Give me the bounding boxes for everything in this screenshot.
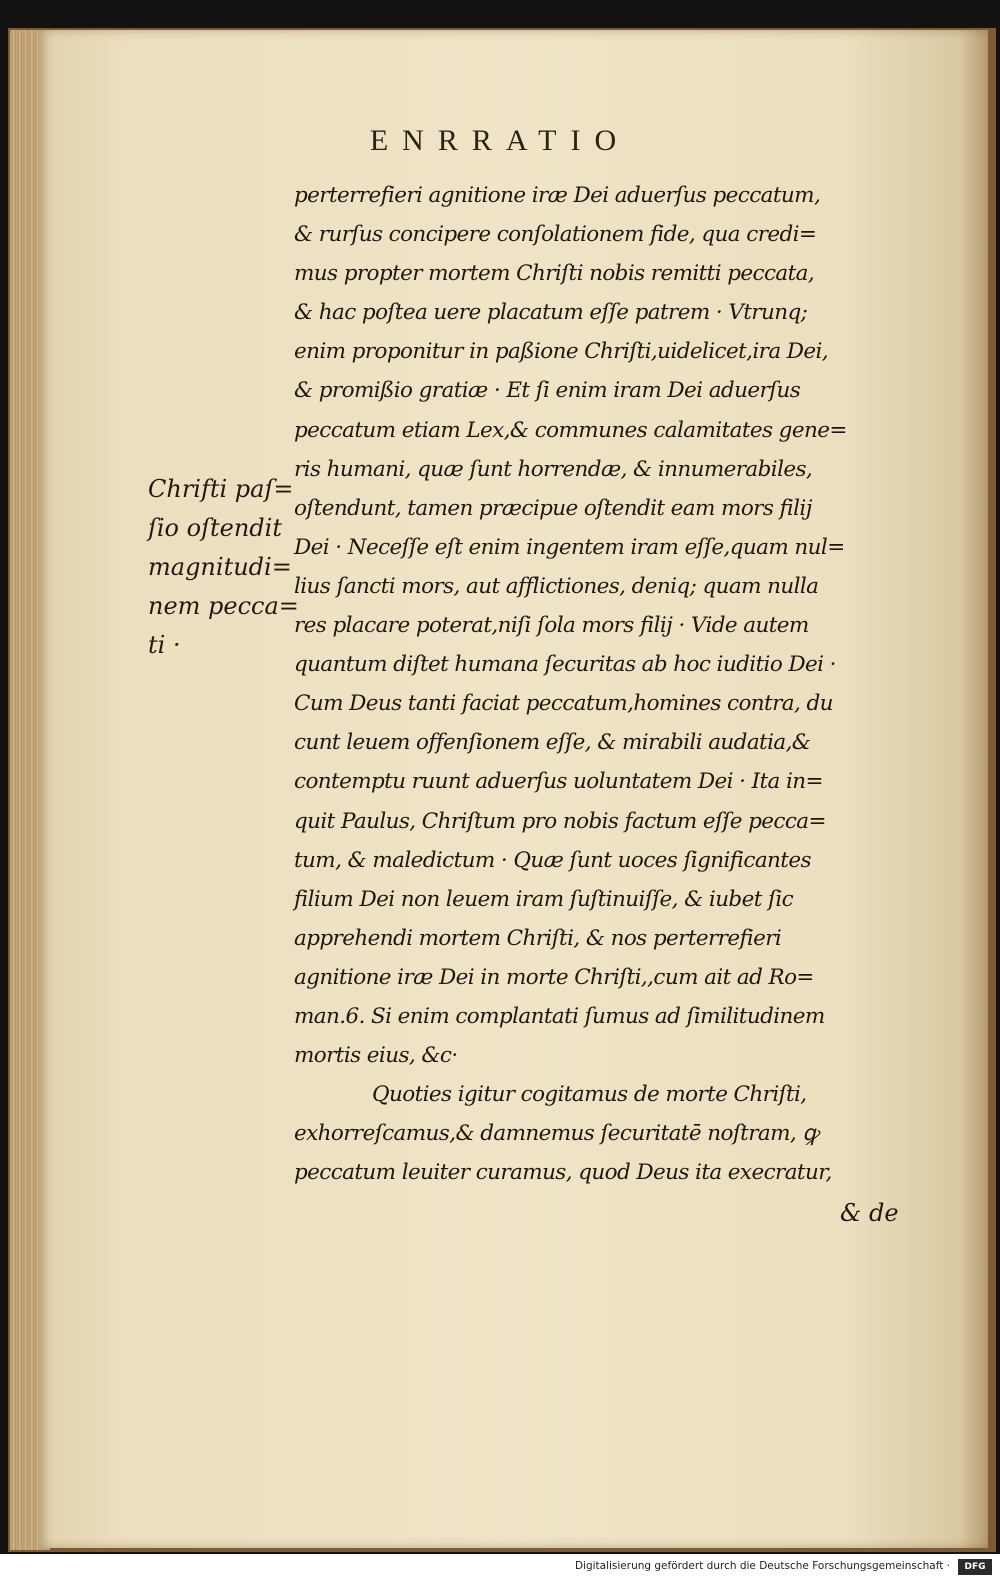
text-line: quit Paulus, Chriſtum pro nobis factum eſſe pecca= (294, 808, 826, 834)
text-line: apprehendi mortem Chriſti, & nos perterrefieri (294, 925, 782, 951)
text-line: & rurſus concipere conſolationem fide, qua credi= (294, 222, 817, 248)
text-line: Quoties igitur cogitamus de morte Chriſti, (372, 1082, 807, 1108)
text-line: mortis eius, &c· (294, 1043, 458, 1069)
text-line: ris humani, quæ ſunt horrendæ, & innumerabiles, (294, 456, 813, 482)
marginal-note-line: magnitudi= (148, 553, 292, 581)
catchword: & de (840, 1199, 899, 1227)
text-line: enim proponitur in paßione Chriſti,uidelicet,ira Dei, (294, 339, 829, 365)
text-line: man.6. Si enim complantati ſumus ad ſimilitudinem (294, 1003, 825, 1029)
footer-credit: Digitalisierung gefördert durch die Deutsche Forschungsgemeinschaft · (574, 1560, 950, 1572)
text-line: perterrefieri agnitione iræ Dei aduerſus peccatum, (294, 183, 821, 208)
marginal-note (148, 470, 298, 665)
dfg-logo: DFG (958, 1559, 992, 1575)
main-text-block (294, 176, 934, 1192)
text-line: exhorreſcamus,& damnemus ſecuritatē noſtram, ꝙ (294, 1121, 818, 1147)
text-line: quantum diſtet humana ſecuritas ab hoc iuditio Dei · (294, 652, 836, 678)
text-line: & hac poſtea uere placatum eſſe patrem · Vtrunq; (294, 300, 808, 326)
text-line: cunt leuem offenſionem eſſe, & mirabili audatia,& (294, 730, 811, 756)
marginal-note-line: Chrifti paſ= (148, 475, 294, 503)
text-line: peccatum leuiter curamus, quod Deus ita execratur, (294, 1160, 832, 1186)
text-line: contemptu ruunt aduerſus uoluntatem Dei · Ita in= (294, 769, 823, 795)
marginal-note-line: ſio oſtendit (148, 514, 282, 542)
text-line: Dei · Neceſſe eſt enim ingentem iram eſſe,quam nul= (294, 534, 845, 560)
text-line: filium Dei non leuem iram ſuſtinuiſſe, & iubet ſic (294, 886, 794, 912)
digitization-footer (0, 1554, 1000, 1583)
text-line: lius ſancti mors, aut afflictiones, deniq; quam nulla (294, 573, 819, 599)
running-header: ENRRATIO (369, 124, 631, 157)
marginal-note-line: nem pecca= (148, 592, 299, 620)
marginal-note-line: ti · (148, 631, 181, 659)
text-line: oſtendunt, tamen præcipue oſtendit eam mors filij (294, 495, 812, 521)
text-line: res placare poterat,niſi ſola mors filij · Vide autem (294, 613, 809, 639)
text-line: agnitione iræ Dei in morte Chriſti,,cum ait ad Ro= (294, 964, 814, 990)
text-line: Cum Deus tanti faciat peccatum,homines contra, du (294, 691, 833, 717)
text-line: peccatum etiam Lex,& communes calamitates gene= (294, 417, 847, 443)
text-line: mus propter mortem Chriſti nobis remitti peccata, (294, 261, 815, 287)
text-line: tum, & maledictum · Quæ ſunt uoces ſignificantes (294, 847, 811, 873)
text-line: & promißio gratiæ · Et ſi enim iram Dei aduerſus (294, 378, 801, 404)
